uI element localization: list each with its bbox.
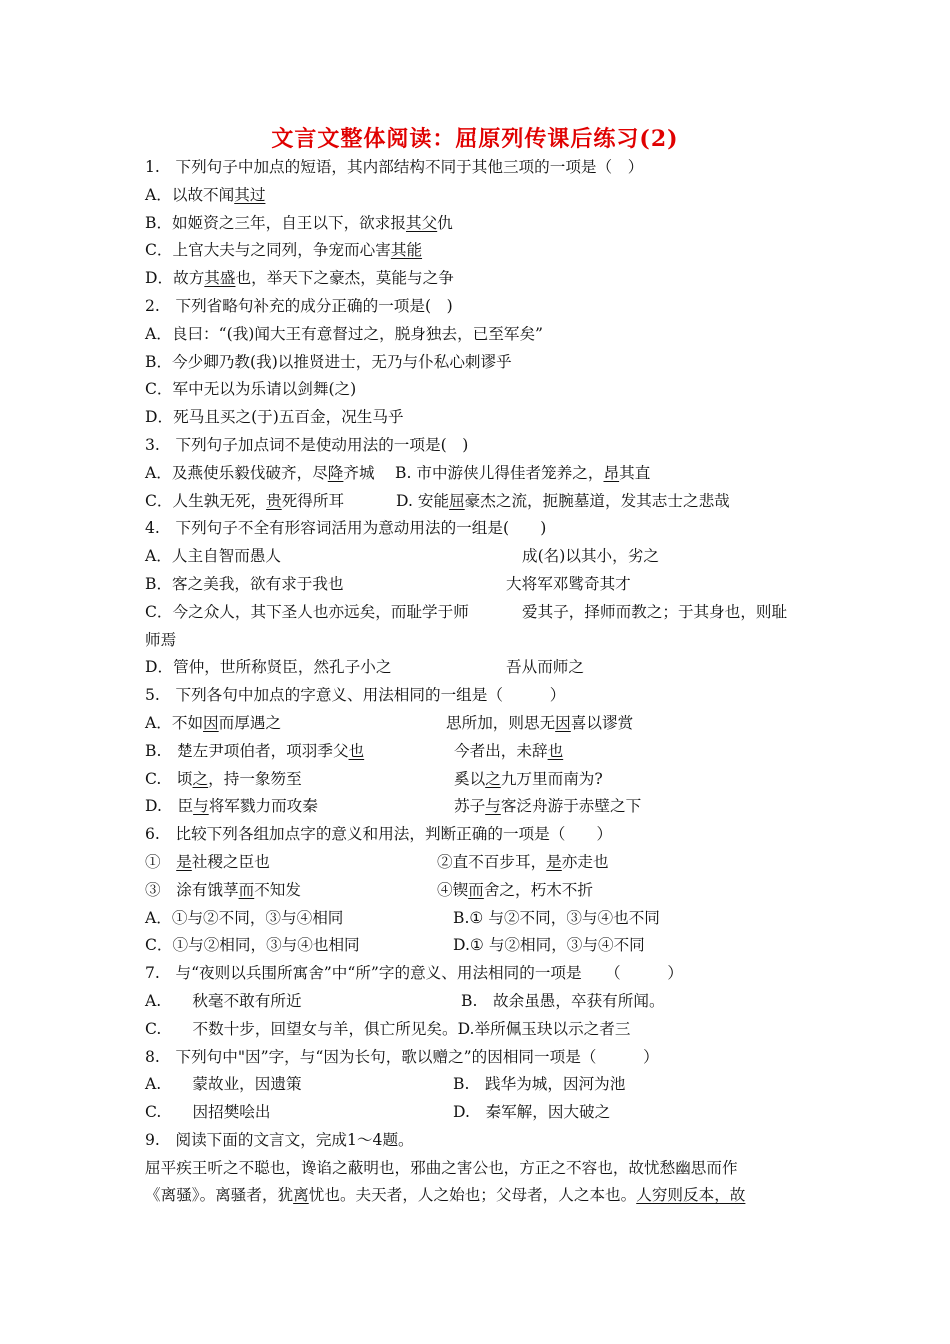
marked-phrase: 其能 xyxy=(390,241,423,260)
question-5-option-a: A．不如因而厚遇之 思所加，则思无因喜以谬赏 xyxy=(145,713,634,732)
marked-word: 与 xyxy=(193,797,209,816)
marked-sentence: 人穷则反本，故 xyxy=(636,1186,746,1205)
passage-line-1: 屈平疾王听之不聪也，谗谄之蔽明也，邪曲之害公也，方正之不容也，故忧愁幽思而作 xyxy=(145,1158,738,1177)
question-3-options-ab xyxy=(145,460,815,488)
question-5-option-d: D. 臣与将军戮力而攻秦 苏子与客泛舟游于赤壁之下 xyxy=(145,797,642,816)
question-2-stem: 2. 下列省略句补充的成分正确的一项是( ) xyxy=(145,296,453,315)
question-5-option-c: C. 顷之，持一象笏至 奚以之九万里而南为? xyxy=(145,769,603,788)
marked-word: 之 xyxy=(192,769,209,788)
question-1-option-a: A．以故不闻其过 xyxy=(145,185,266,204)
marked-word: 之 xyxy=(485,769,501,788)
page-title: 文言文整体阅读：屈原列传课后练习(2) xyxy=(271,126,679,152)
question-4-option-c-cont: 师焉 xyxy=(145,630,177,649)
marked-word: 是 xyxy=(546,852,562,871)
marked-word: 因 xyxy=(203,713,219,732)
question-4-option-b: B．客之美我，欲有求于我也 大将军邓骘奇其才 xyxy=(145,574,631,593)
question-2-option-b: B．今少卿乃教(我)以推贤进士，无乃与仆私心刺谬乎 xyxy=(145,352,512,371)
question-4-option-a: A．人主自智而愚人 成(名)以其小，劣之 xyxy=(145,547,659,566)
question-7-options-ab: A. 秋毫不敢有所近 B. 故余虽愚，卒获有所闻。 xyxy=(145,991,665,1010)
question-5-option-b: B. 楚左尹项伯者，项羽季父也 今者出，未辞也 xyxy=(145,741,564,760)
question-7-stem: 7. 与“夜则以兵围所寓舍”中“所”字的意义、用法相同的一项是 （ ） xyxy=(145,964,683,983)
question-3-option-d: D. 安能屈豪杰之流，扼腕墓道，发其志士之悲哉 xyxy=(396,491,730,510)
question-2-option-a: A．良曰：“(我)闻大王有意督过之，脱身独去，已至军矣” xyxy=(145,324,544,343)
question-3-option-a: A．及燕使乐毅伐破齐，尽降齐城 xyxy=(145,463,375,482)
marked-phrase: 其盛 xyxy=(204,269,236,288)
marked-phrase: 其父 xyxy=(405,213,438,232)
marked-word: 是 xyxy=(176,852,192,871)
marked-word: 而 xyxy=(238,880,255,899)
question-8-options-ab: A. 蒙故业，因遗策 B. 践华为城，因河为池 xyxy=(145,1075,626,1094)
marked-word: 而 xyxy=(468,880,484,899)
marked-word: 与 xyxy=(485,797,501,816)
marked-word: 也 xyxy=(348,741,365,760)
question-1-option-c: C．上官大夫与之同列，争宠而心害其能 xyxy=(145,241,423,260)
question-9-stem: 9. 阅读下面的文言文，完成1～4题。 xyxy=(145,1130,414,1149)
passage-line-2: 《离骚》。离骚者，犹离忧也。夫天者，人之始也；父母者，人之本也。人穷则反本，故 xyxy=(145,1186,746,1205)
question-1-stem: 1. 下列句子中加点的短语，其内部结构不同于其他三项的一项是（ ） xyxy=(145,158,644,176)
marked-phrase: 其过 xyxy=(234,185,266,204)
question-3-option-b: B. 市中游侠儿得佳者笼养之，昂其直 xyxy=(395,463,651,482)
question-6-items-12: ① 是社稷之臣也 ②直不百步耳，是亦走也 xyxy=(145,852,609,871)
marked-word: 离 xyxy=(293,1186,309,1205)
question-8-options-cd: C. 因招樊哙出 D. 秦军解，因大破之 xyxy=(145,1103,611,1122)
question-4-stem: 4. 下列句子不全有形容词活用为意动用法的一组是( ) xyxy=(145,519,547,538)
question-6-options-ab: A．①与②不同，③与④相同 B.① 与②不同，③与④也不同 xyxy=(145,908,660,927)
marked-word: 昂 xyxy=(603,463,620,482)
question-6-options-cd: C．①与②相同，③与④也相同 D.① 与②相同，③与④不同 xyxy=(145,936,645,955)
marked-word: 屈 xyxy=(449,491,465,510)
question-list xyxy=(145,154,815,1210)
question-1-option-d: D．故方其盛也，举天下之豪杰，莫能与之争 xyxy=(145,269,454,288)
question-1-option-b: B．如姬资之三年，自王以下，欲求报其父仇 xyxy=(145,213,453,232)
question-5-stem: 5. 下列各句中加点的字意义、用法相同的一组是（ ） xyxy=(145,686,566,705)
question-6-items-34: ③ 涂有饿莩而不知发 ④锲而舍之，朽木不折 xyxy=(145,880,593,899)
question-6-stem: 6. 比较下列各组加点字的意义和用法，判断正确的一项是（ ） xyxy=(145,825,613,844)
marked-word: 因 xyxy=(555,713,571,732)
question-7-options-cd: C. 不数十步，回望女与羊，俱亡所见矣。D.举所佩玉玦以示之者三 xyxy=(145,1019,631,1038)
marked-word: 降 xyxy=(327,463,344,482)
question-3-option-c: C．人生孰无死，贵死得所耳 xyxy=(145,491,345,510)
question-4-option-d: D．管仲，世所称贤臣，然孔子小之 吾从而师之 xyxy=(145,658,584,677)
question-8-stem: 8. 下列句中"因”字，与“因为长句，歌以赠之”的因相同一项是（ ） xyxy=(145,1047,659,1066)
question-3-options-cd xyxy=(145,488,815,516)
question-2-option-d: D．死马且买之(于)五百金，况生马乎 xyxy=(145,408,404,427)
question-3-stem: 3. 下列句子加点词不是使动用法的一项是( ) xyxy=(145,435,469,454)
question-4-option-c: C．今之众人，其下圣人也亦远矣，而耻学于师 爱其子，择师而教之；于其身也，则耻 xyxy=(145,602,788,621)
marked-word: 贵 xyxy=(266,491,282,510)
question-2-option-c: C．军中无以为乐请以剑舞(之) xyxy=(145,380,357,399)
marked-word: 也 xyxy=(547,741,564,760)
